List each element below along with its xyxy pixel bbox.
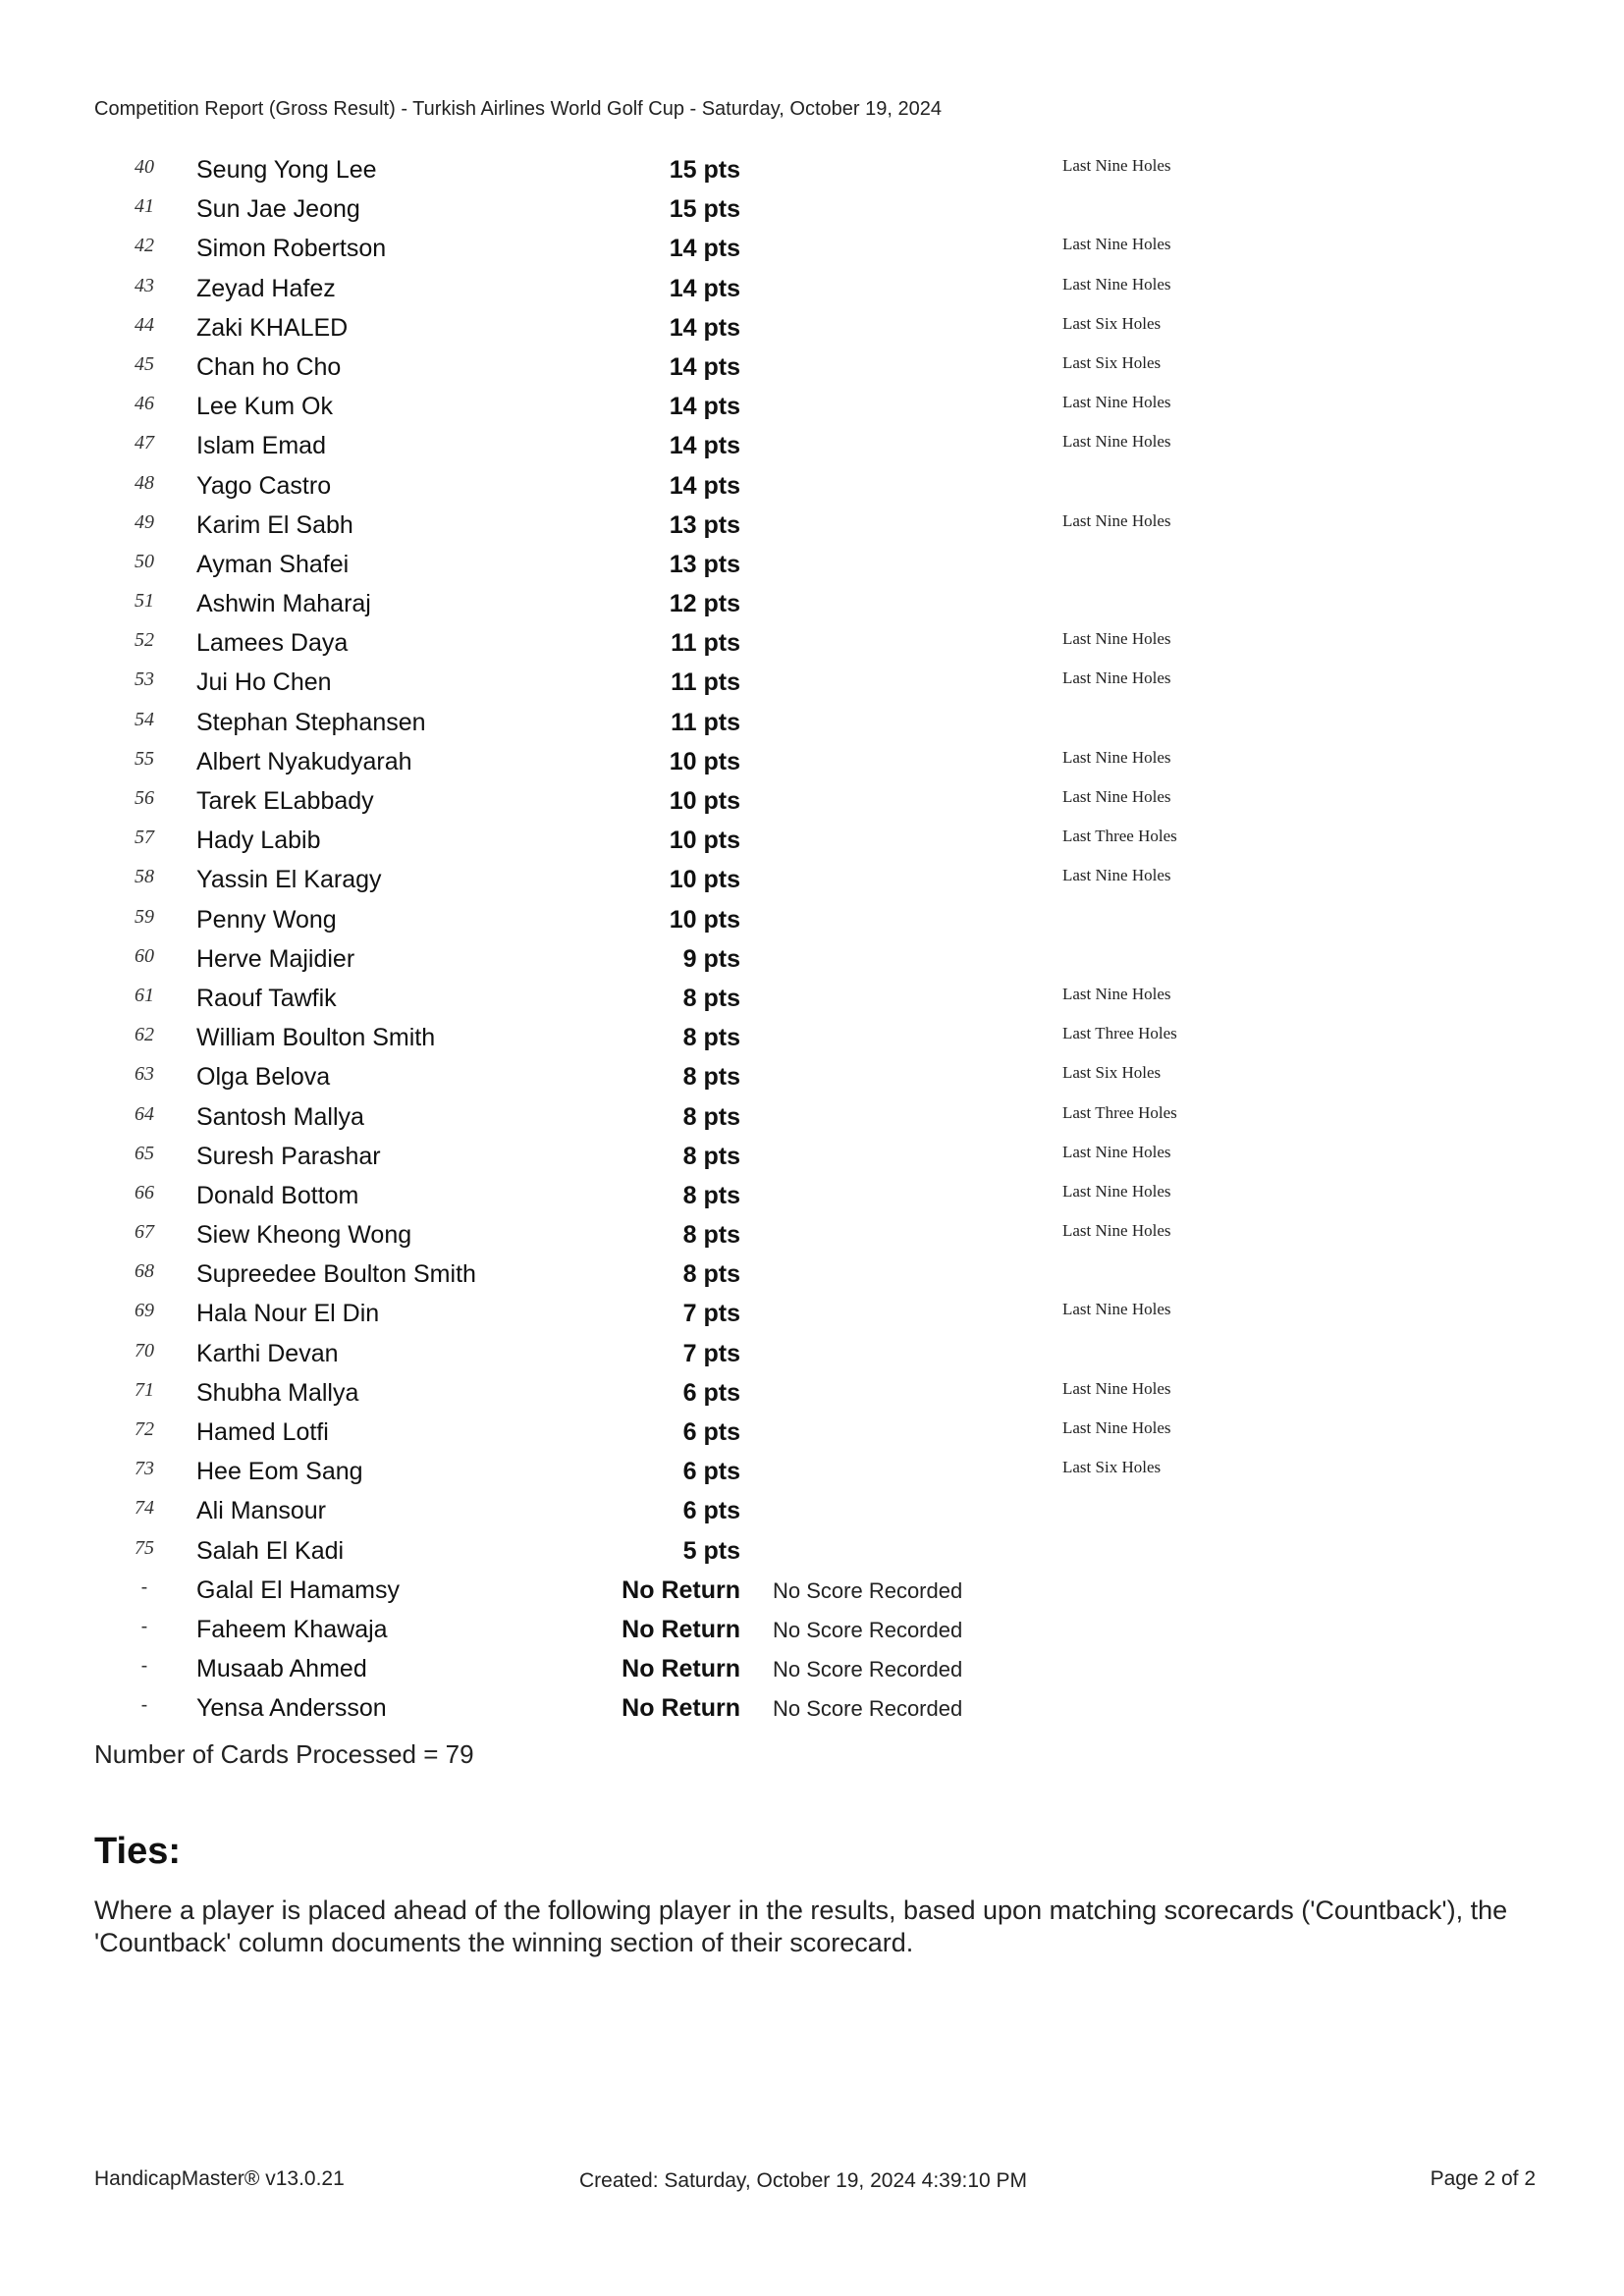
player-score: 8 pts: [682, 1181, 740, 1209]
result-row: [0, 271, 1624, 310]
countback-section: Last Nine Holes: [1062, 393, 1171, 412]
result-row: [0, 665, 1624, 704]
position-number: 56: [135, 787, 154, 809]
player-name: Karim El Sabh: [196, 510, 353, 539]
player-name: William Boulton Smith: [196, 1024, 436, 1052]
result-row: [0, 902, 1624, 941]
player-name: Supreedee Boulton Smith: [196, 1260, 476, 1289]
player-score: 10 pts: [669, 747, 740, 775]
player-name: Jui Ho Chen: [196, 668, 332, 697]
countback-section: Last Nine Holes: [1062, 1300, 1171, 1319]
player-name: Santosh Mallya: [196, 1102, 364, 1131]
result-row: [0, 1454, 1624, 1493]
player-score: 6 pts: [682, 1418, 740, 1446]
result-row: [0, 349, 1624, 389]
countback-section: Last Nine Holes: [1062, 668, 1171, 688]
result-row: [0, 981, 1624, 1020]
position-number: 75: [135, 1536, 154, 1559]
position-number: -: [140, 1615, 148, 1637]
player-score: No Return: [622, 1575, 740, 1604]
position-number: 64: [135, 1102, 154, 1125]
player-name: Suresh Parashar: [196, 1142, 381, 1170]
player-score: No Return: [622, 1694, 740, 1723]
position-number: -: [140, 1694, 148, 1717]
player-score: 7 pts: [682, 1339, 740, 1367]
player-name: Chan ho Cho: [196, 352, 342, 381]
result-row: [0, 468, 1624, 507]
player-score: 8 pts: [682, 1063, 740, 1092]
result-row: [0, 1651, 1624, 1690]
countback-section: Last Nine Holes: [1062, 510, 1171, 530]
result-row: [0, 586, 1624, 625]
player-name: Raouf Tawfik: [196, 984, 337, 1012]
player-score: 10 pts: [669, 905, 740, 934]
position-number: 63: [135, 1063, 154, 1086]
countback-section: Last Nine Holes: [1062, 1221, 1171, 1241]
player-score: 8 pts: [682, 1102, 740, 1131]
position-number: 74: [135, 1497, 154, 1520]
player-name: Siew Kheong Wong: [196, 1221, 412, 1250]
player-name: Hady Labib: [196, 827, 321, 855]
position-number: 54: [135, 708, 154, 730]
footer-created-date: Created: Saturday, October 19, 2024 4:39:10 PM: [579, 2169, 1028, 2192]
position-number: 55: [135, 747, 154, 770]
position-number: 66: [135, 1181, 154, 1203]
position-number: 58: [135, 866, 154, 888]
position-number: 47: [135, 432, 154, 454]
result-row: [0, 1493, 1624, 1532]
position-number: 43: [135, 274, 154, 296]
player-name: Herve Majidier: [196, 944, 355, 973]
countback-section: Last Nine Holes: [1062, 1181, 1171, 1201]
position-number: 52: [135, 629, 154, 652]
countback-section: Last Three Holes: [1062, 827, 1177, 846]
player-score: 11 pts: [671, 708, 740, 736]
result-row: [0, 547, 1624, 586]
countback-section: Last Nine Holes: [1062, 432, 1171, 452]
countback-section: Last Nine Holes: [1062, 984, 1171, 1003]
countback-section: Last Nine Holes: [1062, 1378, 1171, 1398]
score-note: No Score Recorded: [773, 1657, 963, 1682]
player-name: Stephan Stephansen: [196, 708, 426, 736]
player-name: Salah El Kadi: [196, 1536, 345, 1565]
result-row: [0, 1296, 1624, 1335]
cards-processed: Number of Cards Processed = 79: [94, 1739, 474, 1769]
player-name: Sun Jae Jeong: [196, 195, 360, 224]
player-score: 11 pts: [671, 668, 740, 697]
player-score: No Return: [622, 1655, 740, 1683]
position-number: 46: [135, 393, 154, 415]
result-row: [0, 231, 1624, 270]
position-number: 70: [135, 1339, 154, 1362]
player-name: Albert Nyakudyarah: [196, 747, 412, 775]
position-number: 60: [135, 944, 154, 967]
player-name: Olga Belova: [196, 1063, 331, 1092]
countback-section: Last Three Holes: [1062, 1102, 1177, 1122]
position-number: 41: [135, 195, 154, 218]
position-number: 53: [135, 668, 154, 691]
result-row: [0, 389, 1624, 428]
result-row: [0, 1336, 1624, 1375]
result-row: [0, 744, 1624, 783]
player-score: 13 pts: [669, 550, 740, 578]
player-score: 14 pts: [669, 274, 740, 302]
player-name: Hala Nour El Din: [196, 1300, 380, 1328]
result-row: [0, 862, 1624, 901]
countback-section: Last Nine Holes: [1062, 629, 1171, 649]
player-score: 14 pts: [669, 393, 740, 421]
countback-section: Last Nine Holes: [1062, 1418, 1171, 1437]
player-score: 14 pts: [669, 352, 740, 381]
score-note: No Score Recorded: [773, 1696, 963, 1722]
player-name: Tarek ELabbady: [196, 787, 374, 815]
player-name: Hee Eom Sang: [196, 1458, 363, 1486]
player-score: 8 pts: [682, 1221, 740, 1250]
player-name: Seung Yong Lee: [196, 156, 377, 184]
player-score: 14 pts: [669, 471, 740, 500]
position-number: 49: [135, 510, 154, 533]
player-score: 10 pts: [669, 827, 740, 855]
position-number: -: [140, 1655, 148, 1678]
player-name: Yensa Andersson: [196, 1694, 387, 1723]
player-score: 13 pts: [669, 510, 740, 539]
position-number: -: [140, 1575, 148, 1598]
countback-section: Last Six Holes: [1062, 352, 1162, 372]
position-number: 44: [135, 313, 154, 336]
result-row: [0, 310, 1624, 349]
countback-section: Last Nine Holes: [1062, 156, 1171, 175]
result-row: [0, 1020, 1624, 1059]
score-note: No Score Recorded: [773, 1577, 963, 1603]
player-name: Lee Kum Ok: [196, 393, 333, 421]
position-number: 61: [135, 984, 154, 1006]
player-name: Ali Mansour: [196, 1497, 326, 1525]
result-row: [0, 428, 1624, 467]
player-score: 5 pts: [682, 1536, 740, 1565]
player-name: Shubha Mallya: [196, 1378, 359, 1407]
player-score: 15 pts: [669, 195, 740, 224]
result-row: [0, 783, 1624, 823]
player-name: Galal El Hamamsy: [196, 1575, 400, 1604]
ties-heading: Ties:: [94, 1831, 182, 1872]
position-number: 68: [135, 1260, 154, 1283]
countback-section: Last Nine Holes: [1062, 1142, 1171, 1161]
position-number: 62: [135, 1024, 154, 1046]
position-number: 48: [135, 471, 154, 494]
result-row: [0, 191, 1624, 231]
player-name: Zeyad Hafez: [196, 274, 336, 302]
countback-section: Last Nine Holes: [1062, 235, 1171, 254]
position-number: 57: [135, 827, 154, 849]
player-name: Simon Robertson: [196, 235, 387, 263]
player-name: Yassin El Karagy: [196, 866, 382, 894]
player-name: Lamees Daya: [196, 629, 349, 658]
report-title: Competition Report (Gross Result) - Turkish Airlines World Golf Cup - Saturday, October 19, 2024: [94, 98, 942, 120]
result-row: [0, 1533, 1624, 1573]
player-score: No Return: [622, 1615, 740, 1643]
result-row: [0, 1059, 1624, 1098]
result-row: [0, 823, 1624, 862]
result-row: [0, 152, 1624, 191]
ties-explanation: Where a player is placed ahead of the following player in the results, based upon matching scorecards ('Countback'), the 'Countback' column documents the winning section of their scorecard.: [94, 1896, 1508, 1957]
player-score: 15 pts: [669, 156, 740, 184]
position-number: 59: [135, 905, 154, 928]
footer-software-version: HandicapMaster® v13.0.21: [94, 2167, 345, 2190]
player-score: 10 pts: [669, 787, 740, 815]
results-list: [0, 152, 1624, 1731]
countback-section: Last Six Holes: [1062, 1458, 1162, 1477]
player-score: 8 pts: [682, 1024, 740, 1052]
player-score: 14 pts: [669, 432, 740, 460]
player-name: Ayman Shafei: [196, 550, 350, 578]
position-number: 72: [135, 1418, 154, 1440]
result-row: [0, 1178, 1624, 1217]
position-number: 73: [135, 1458, 154, 1480]
player-score: 11 pts: [671, 629, 740, 658]
player-name: Penny Wong: [196, 905, 337, 934]
result-row: [0, 1573, 1624, 1612]
result-row: [0, 1375, 1624, 1415]
player-name: Donald Bottom: [196, 1181, 359, 1209]
countback-section: Last Nine Holes: [1062, 866, 1171, 885]
position-number: 45: [135, 352, 154, 375]
result-row: [0, 1256, 1624, 1296]
player-score: 6 pts: [682, 1378, 740, 1407]
player-name: Musaab Ahmed: [196, 1655, 367, 1683]
position-number: 69: [135, 1300, 154, 1322]
result-row: [0, 1612, 1624, 1651]
result-row: [0, 507, 1624, 547]
player-score: 10 pts: [669, 866, 740, 894]
player-score: 8 pts: [682, 1142, 740, 1170]
countback-section: Last Nine Holes: [1062, 274, 1171, 294]
player-score: 14 pts: [669, 313, 740, 342]
position-number: 42: [135, 235, 154, 257]
score-note: No Score Recorded: [773, 1617, 963, 1642]
result-row: [0, 705, 1624, 744]
countback-section: Last Six Holes: [1062, 313, 1162, 333]
result-row: [0, 1415, 1624, 1454]
countback-section: Last Nine Holes: [1062, 747, 1171, 767]
position-number: 40: [135, 156, 154, 178]
player-name: Ashwin Maharaj: [196, 590, 371, 618]
position-number: 50: [135, 550, 154, 572]
result-row: [0, 1139, 1624, 1178]
countback-section: Last Six Holes: [1062, 1063, 1162, 1083]
countback-section: Last Nine Holes: [1062, 787, 1171, 806]
result-row: [0, 941, 1624, 981]
player-name: Karthi Devan: [196, 1339, 339, 1367]
player-name: Islam Emad: [196, 432, 326, 460]
player-name: Yago Castro: [196, 471, 332, 500]
player-score: 6 pts: [682, 1458, 740, 1486]
position-number: 71: [135, 1378, 154, 1401]
position-number: 65: [135, 1142, 154, 1164]
player-score: 9 pts: [682, 944, 740, 973]
player-score: 8 pts: [682, 1260, 740, 1289]
player-score: 7 pts: [682, 1300, 740, 1328]
player-name: Hamed Lotfi: [196, 1418, 329, 1446]
player-score: 14 pts: [669, 235, 740, 263]
player-name: Faheem Khawaja: [196, 1615, 388, 1643]
player-score: 6 pts: [682, 1497, 740, 1525]
footer-page-number: Page 2 of 2: [1430, 2167, 1536, 2190]
result-row: [0, 1099, 1624, 1139]
result-row: [0, 625, 1624, 665]
player-score: 12 pts: [669, 590, 740, 618]
player-score: 8 pts: [682, 984, 740, 1012]
position-number: 67: [135, 1221, 154, 1244]
position-number: 51: [135, 590, 154, 613]
result-row: [0, 1690, 1624, 1730]
countback-section: Last Three Holes: [1062, 1024, 1177, 1043]
player-name: Zaki KHALED: [196, 313, 349, 342]
result-row: [0, 1217, 1624, 1256]
